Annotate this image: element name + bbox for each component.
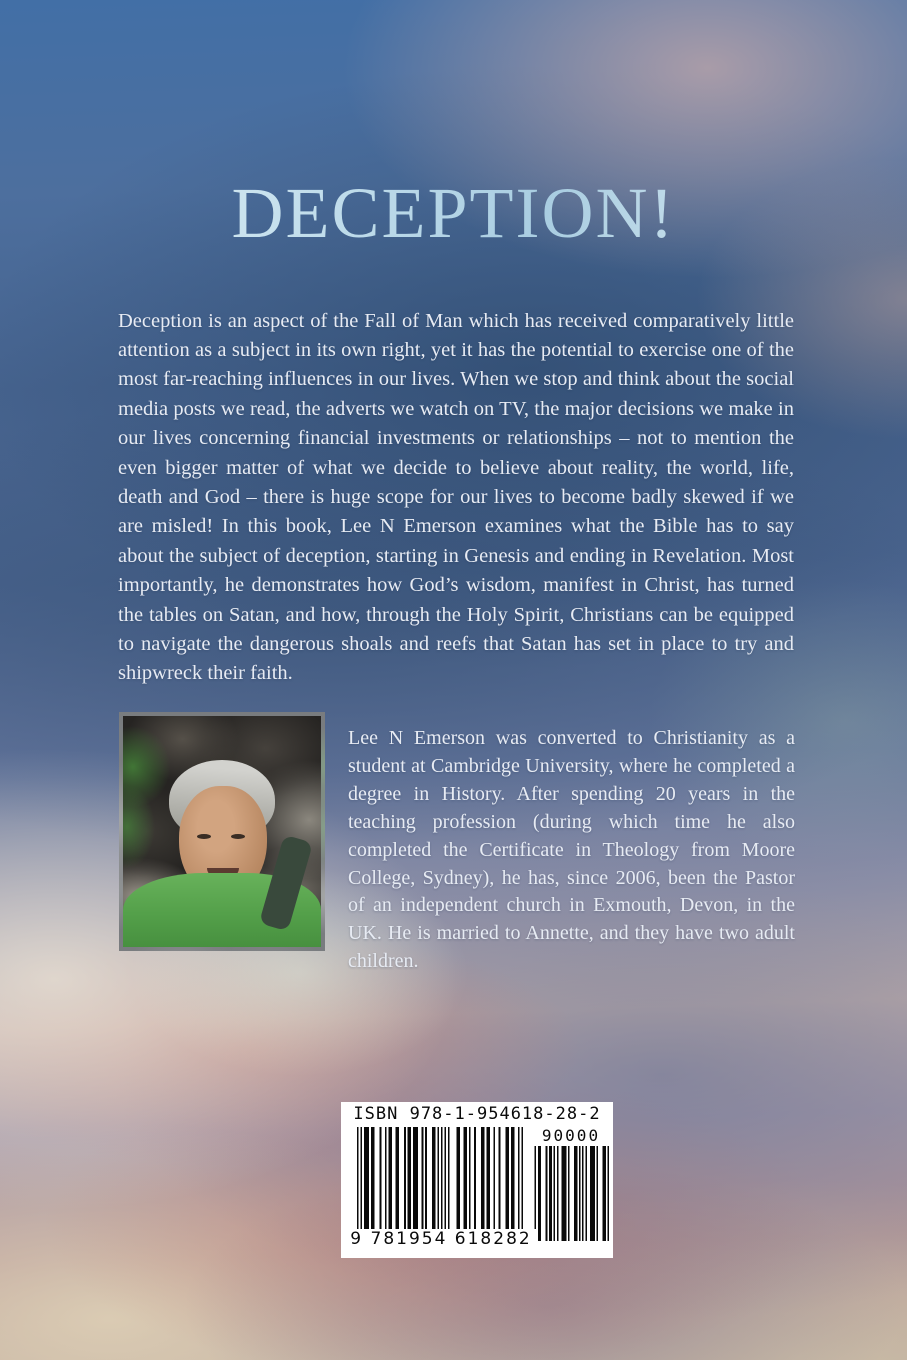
author-bio: Lee N Emerson was converted to Christianity as a student at Cambridge University, where he completed a degree in History. After spending 20 years in the teaching profession (during which time he also completed the Certificate in Theology from Moore College, Sydney), he has, since 2006, been the Pastor of an independent church in Exmouth, Devon, in the UK. He is married to Annette, and they have two adult children. bbox=[348, 727, 795, 973]
author-eye-right bbox=[231, 834, 245, 839]
isbn-label: ISBN 978-1-954618-28-2 bbox=[353, 1104, 601, 1124]
ean13-barcode bbox=[357, 1127, 523, 1241]
barcode-price-code: 90000 bbox=[541, 1126, 601, 1145]
author-photo bbox=[119, 712, 325, 951]
author-eye-left bbox=[197, 834, 211, 839]
synopsis-paragraph: Deception is an aspect of the Fall of Man which has received comparatively little attention as a subject in its own right, yet it has the potential to exercise one of the most far-reaching influences in our lives. When we stop and think about the social media posts we read, the adverts we watch on TV, the major decisions we make in our lives concerning financial investments or relationships – not to mention the even bigger matter of what we decide to believe about reality, the world, life, death and God – there is huge scope for our lives to become badly skewed if we are misled! In this book, Lee N Emerson examines what the Bible has to say about the subject of deception, starting in Genesis and ending in Revelation. Most importantly, he demonstrates how God’s wisdom, manifest in Christ, has turned the tables on Satan, and how, through the Holy Spirit, Christians can be equipped to navigate the dangerous shoals and reefs that Satan has set in place to try and shipwreck their faith. bbox=[118, 309, 794, 685]
isbn-barcode-panel bbox=[341, 1102, 613, 1258]
ean5-addon-barcode bbox=[533, 1146, 609, 1241]
ean-human-readable: 9 781954 618282 bbox=[345, 1229, 537, 1249]
book-title: DECEPTION! bbox=[0, 172, 907, 255]
